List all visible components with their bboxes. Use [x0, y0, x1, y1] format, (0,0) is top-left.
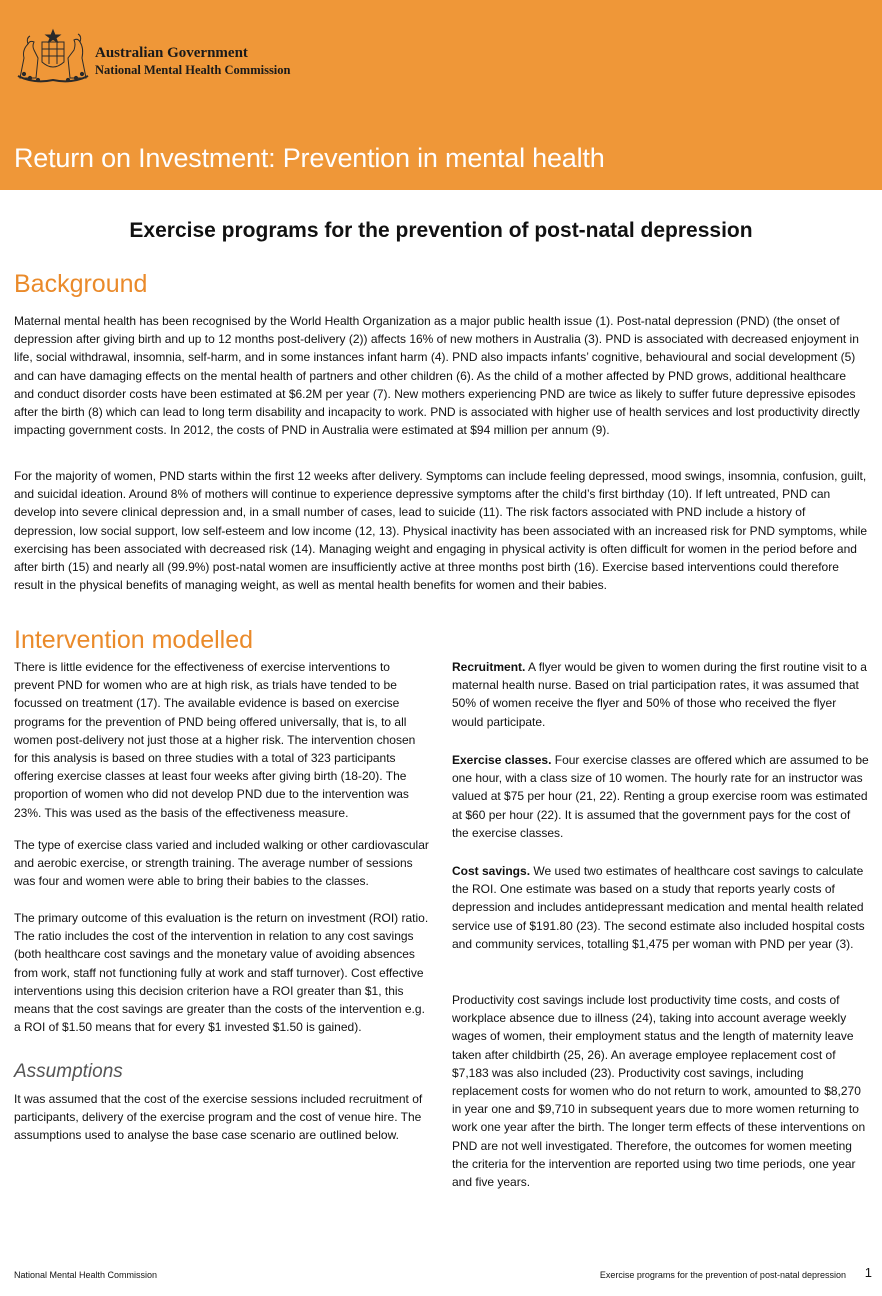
cost-savings-paragraph [452, 862, 870, 953]
heading-assumptions: Assumptions [14, 1061, 123, 1082]
gov-line-commission: National Mental Health Commission [95, 63, 291, 77]
exercise-classes-paragraph [452, 751, 870, 842]
recruitment-paragraph [452, 658, 870, 731]
document-title: Exercise programs for the prevention of post-natal depression [129, 219, 753, 242]
intervention-paragraph-3: The primary outcome of this evaluation is the return on investment (ROI) ratio. The ratio includes the cost of the intervention in relation to any cost savings (both healthcare cost savings and the monetary value of avoiding absences from work, staff not functioning fully at work and staff turnover). Cost effective interventions using this decision criterion have a ROI greater than $1, this means that the cost savings are greater than the costs of the intervention e.g. a ROI of $1.50 means that for every $1 invested $1.50 is gained). [14, 911, 429, 1035]
productivity-paragraph: Productivity cost savings include lost productivity time costs, and costs of workplace absence due to illness (24), taking into account average weekly wages of women, their employment status and the length of maternity leave taken after childbirth (25, 26). An average employee replacement cost of $7,183 was also included (23). Productivity cost savings, including replacement costs for women who do not return to work, amounted to $8,270 in year one and $9,710 in subsequent years due to more women returning to work one year after the birth. The longer term effects of these interventions on PND are not well investigated. Therefore, the outcomes for women meeting the criteria for the intervention are reported using two time periods, one year and five years. [452, 993, 866, 1190]
exercise-classes-text: Four exercise classes are offered which are assumed to be one hour, with a class size of 10 women. The hourly rate for an instructor was valued at $75 per hour (21, 22). Renting a group exercise room was estimated at $60 per hour (22). It is assumed that the government pays for the cost of the exercise classes. [452, 753, 869, 840]
banner-title: Return on Investment: Prevention in mental health [14, 143, 605, 173]
heading-intervention-modelled: Intervention modelled [14, 626, 254, 654]
header-banner [0, 0, 882, 190]
gov-line-australian-government: Australian Government [95, 45, 248, 61]
background-paragraph-2: For the majority of women, PND starts within the first 12 weeks after delivery. Symptoms can include feeling depressed, mood swings, insomnia, confusion, guilt, and suicidal ideation. Around 8% of mothers will continue to experience depressive symptoms after the child’s first birthday (10). If left untreated, PND can develop into severe clinical depression and, in a small number of cases, lead to suicide (11). The risk factors associated with PND include a history of depression, low social support, low self-esteem and low income (12, 13). Physical inactivity has been associated with an increased risk for PND symptoms, while exercising has been associated with decreased risk (14). Managing weight and engaging in physical activity is often difficult for women in the period before and after birth (15) and nearly all (99.9%) post-natal women are insufficiently active at three months post birth (16). Exercise based interventions could therefore result in the physical benefits of managing weight, as well as mental health benefits for women and their babies. [14, 469, 868, 593]
intervention-paragraph-2: The type of exercise class varied and included walking or other cardiovascular and aerobic exercise, or strength training. The average number of sessions was four and women were able to bring their babies to the classes. [14, 838, 429, 889]
heading-background: Background [14, 270, 148, 298]
coat-of-arms-icon [14, 28, 92, 84]
government-wordmark [95, 44, 290, 79]
page-number: 1 [864, 1265, 872, 1280]
cost-savings-text: We used two estimates of healthcare cost savings to calculate the ROI. One estimate was based on a study that reports yearly costs of depression and includes antidepressant medication and mental health related service use of $191.80 (23). The second estimate also included hospital costs and community services, totalling $1,475 per woman with PND per year (3). [452, 864, 865, 951]
cost-savings-label: Cost savings. [452, 864, 531, 878]
intervention-paragraph-1: There is little evidence for the effectiveness of exercise interventions to prevent PND for women who are at high risk, as trials have tended to be focussed on treatment (17). The available evidence is based on exercise programs for the prevention of PND being offered universally, that is, to all women post-delivery not just those at a higher risk. The intervention chosen for this analysis is based on three studies with a total of 323 participants offering exercise classes at least four weeks after giving birth (18-20). The proportion of women who did not develop PND due to the intervention was 23%. This was used as the basis of the effectiveness measure. [14, 660, 416, 820]
exercise-classes-label: Exercise classes. [452, 753, 552, 767]
assumptions-paragraph: It was assumed that the cost of the exercise sessions included recruitment of participants, delivery of the exercise program and the cost of venue hire. The assumptions used to analyse the base case scenario are outlined below. [14, 1092, 423, 1143]
recruitment-text: A flyer would be given to women during the first routine visit to a maternal health nurse. Based on trial participation rates, it was assumed that 50% of women receive the flyer and 50% of those who received the flyer would participate. [452, 660, 867, 729]
footer-organisation: National Mental Health Commission [14, 1270, 158, 1280]
recruitment-label: Recruitment. [452, 660, 526, 674]
footer-document-title: Exercise programs for the prevention of post-natal depression [599, 1270, 846, 1280]
background-paragraph-1: Maternal mental health has been recognised by the World Health Organization as a major public health issue (1). Post-natal depression (PND) (the onset of depression after giving birth and up to 12 months post-delivery (2)) affects 16% of new mothers in Australia (3). PND is associated with decreased enjoyment in life, social withdrawal, insomnia, self-harm, and in some instances infant harm (4). PND also impacts infants’ cognitive, behavioural and social development (5) and can have damaging effects on the mental health of partners and other children (6). As the child of a mother affected by PND grows, additional healthcare and conduct disorder costs have been estimated at $6.2M per year (7). New mothers experiencing PND are twice as likely to suffer future depressive episodes after the birth (8) which can lead to long term disability and incapacity to work. PND is associated with higher use of health services and lost productivity directly impacting government costs. In 2012, the costs of PND in Australia were estimated at $94 million per annum (9). [14, 314, 860, 438]
